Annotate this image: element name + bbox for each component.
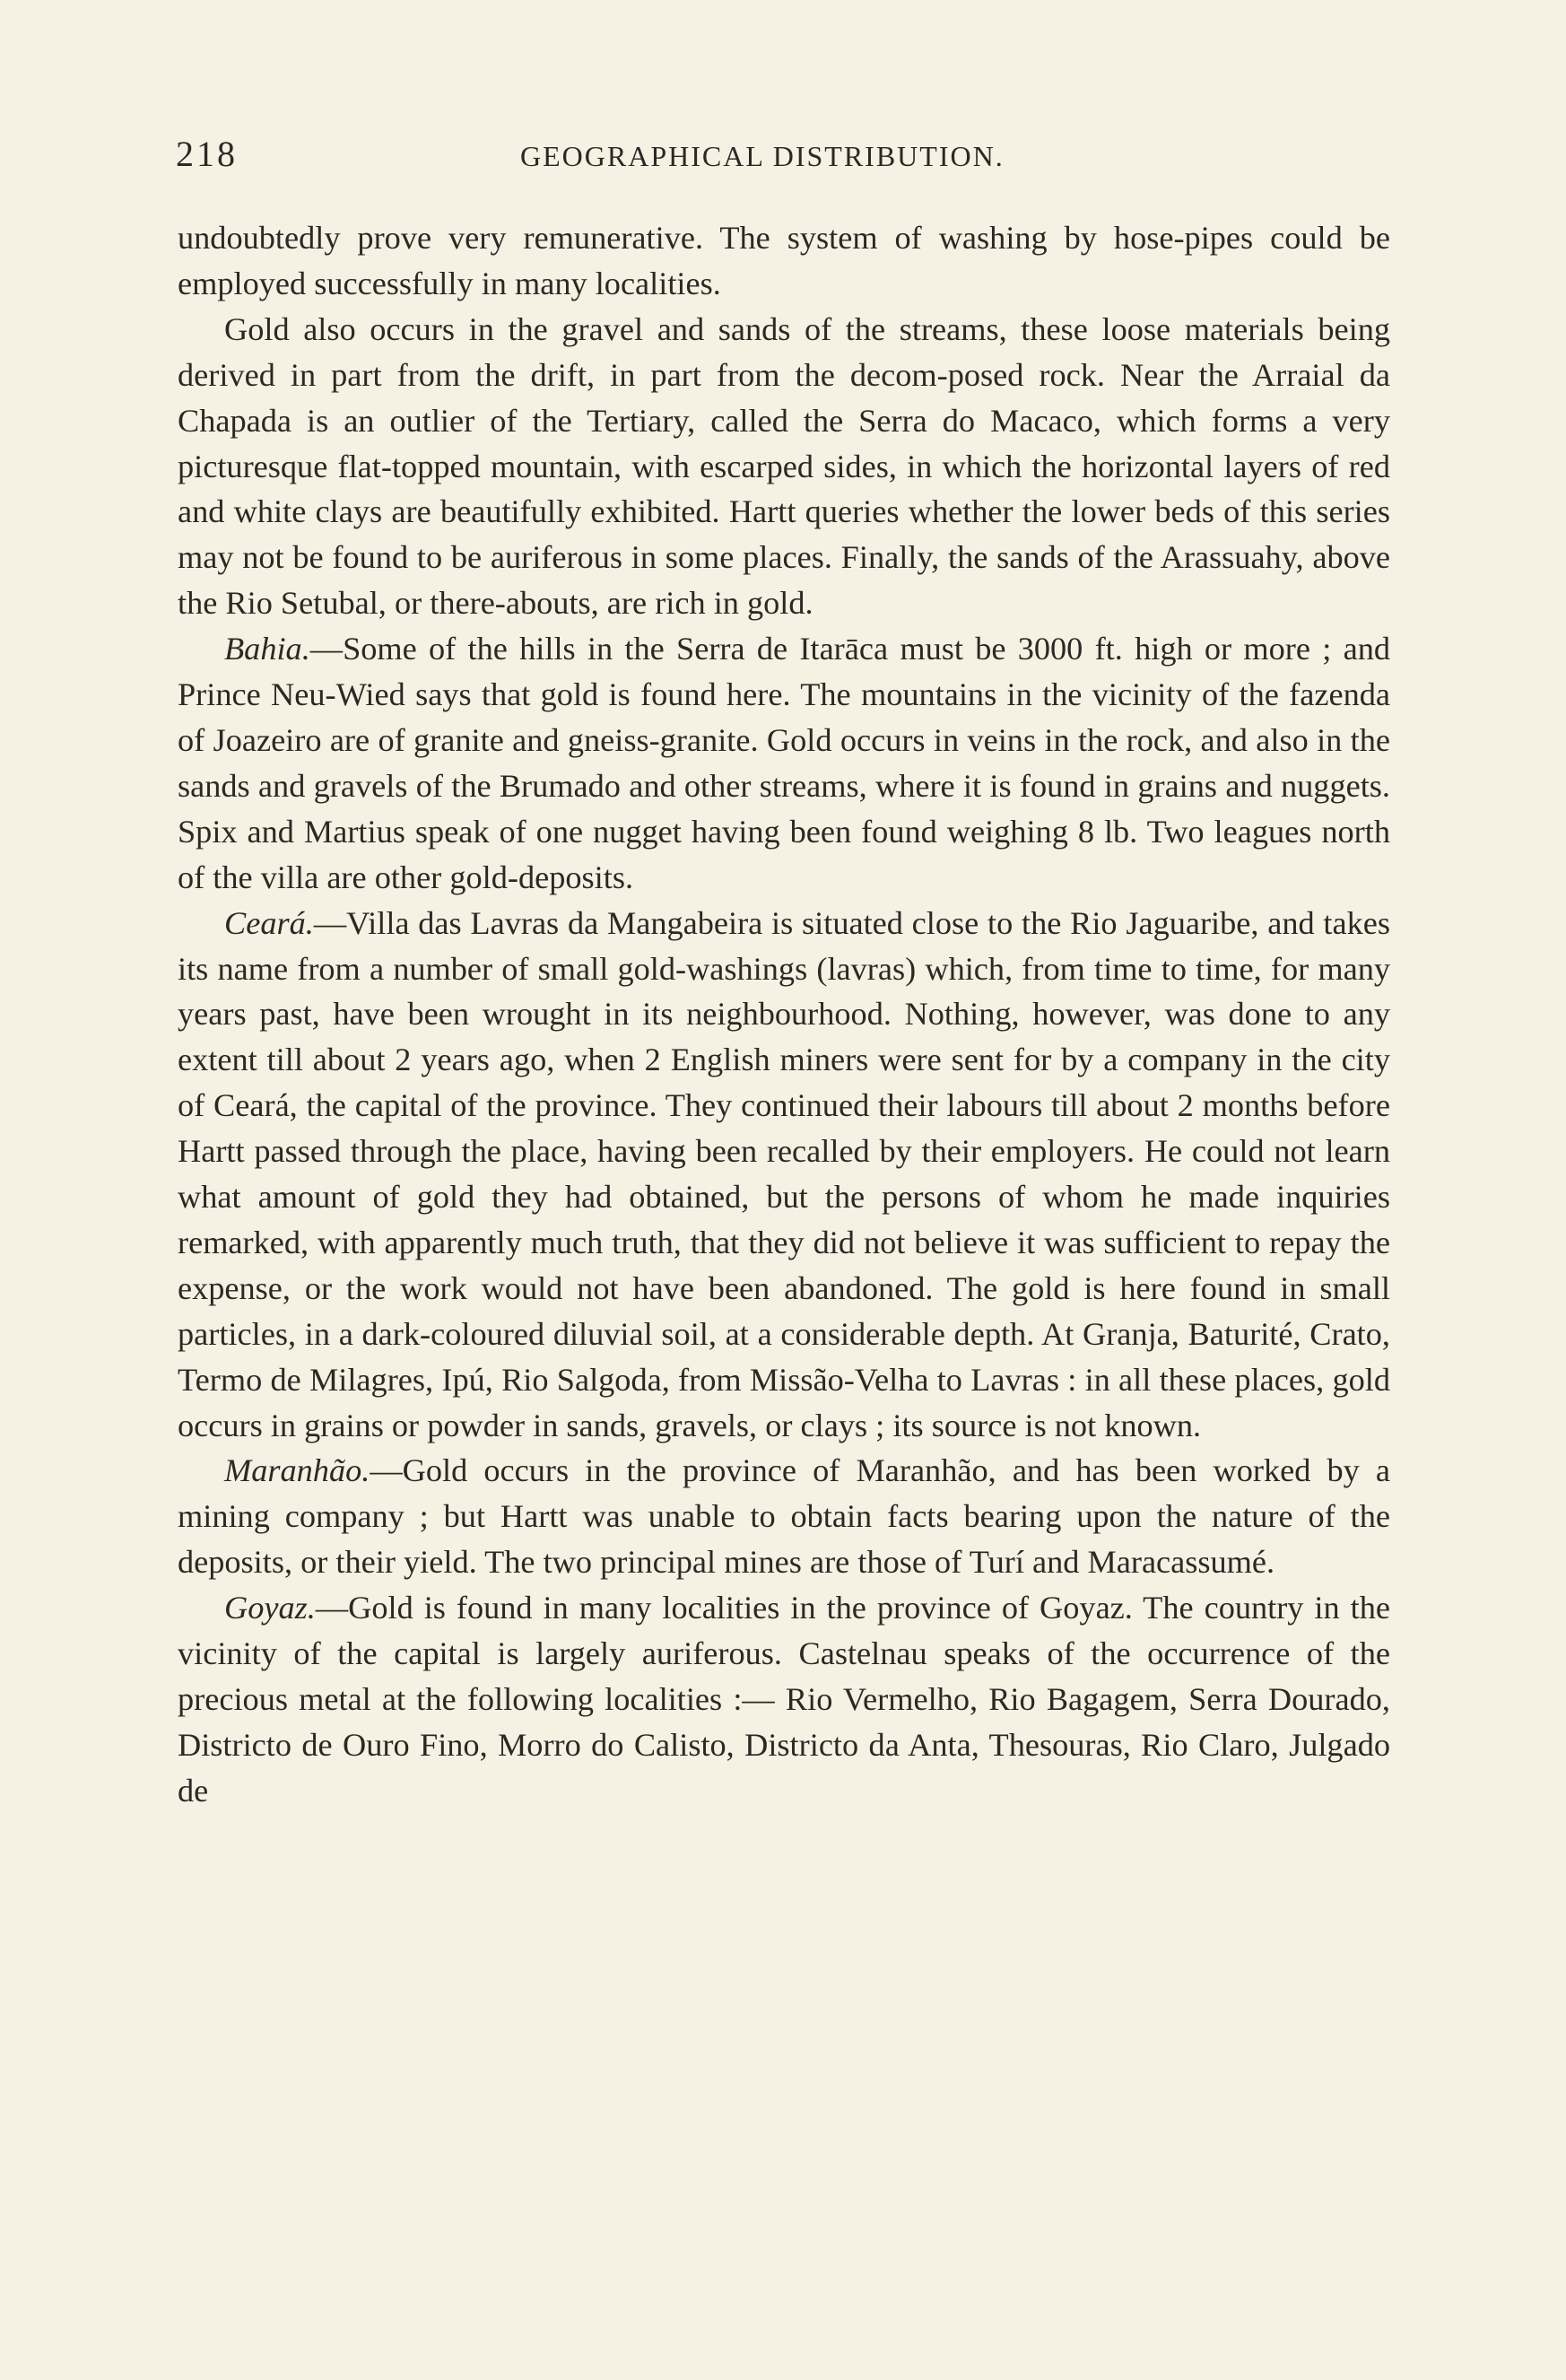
page-header xyxy=(176,135,1388,174)
paragraph-text: Gold also occurs in the gravel and sands of the streams, these loose materials being derived in part from the drift, in part from the decom-posed rock. Near the Arraial da Chapada is an outlier of the Tertiary, called the Serra do Macaco, which forms a very picturesque flat-topped mountain, with escarped sides, in which the horizontal layers of red and white clays are beautifully exhibited. Hartt queries whether the lower beds of this series may not be found to be auriferous in some places. Finally, the sands of the Arassuahy, above the Rio Setubal, or there-abouts, are rich in gold. xyxy=(178,310,1390,622)
paragraph-maranhao xyxy=(178,1448,1390,1585)
paragraph-text: —Villa das Lavras da Mangabeira is situated close to the Rio Jaguaribe, and takes its name from a number of small gold-washings (lavras) which, from time to time, for many years past, have been wrought in its neighbourhood. Nothing, however, was done to any extent till about 2 years ago, when 2 English miners were sent for by a company in the city of Ceará, the capital of the province. They continued their labours till about 2 months before Hartt passed through the place, having been recalled by their employers. He could not learn what amount of gold they had obtained, but the persons of whom he made inquiries remarked, with apparently much truth, that they did not believe it was sufficient to repay the expense, or the work would not have been abandoned. The gold is here found in small particles, in a dark-coloured diluvial soil, at a considerable depth. At Granja, Baturité, Crato, Termo de Milagres, Ipú, Rio Salgoda, from Missão-Velha to Lavras : in all these places, gold occurs in grains or powder in sands, gravels, or clays ; its source is not known. xyxy=(178,904,1390,1443)
paragraph-lead: Ceará. xyxy=(224,904,314,941)
page-number: 218 xyxy=(176,134,238,174)
paragraph-continuation xyxy=(178,215,1390,307)
paragraph-ceara xyxy=(178,901,1390,1449)
paragraph-goyaz xyxy=(178,1585,1390,1814)
paragraph-gravel xyxy=(178,307,1390,626)
paragraph-text: undoubtedly prove very remunerative. The system of washing by hose-pipes could be employed successfully in many localities. xyxy=(178,220,1390,301)
paragraph-lead: Maranhão. xyxy=(224,1452,370,1489)
paragraph-bahia xyxy=(178,626,1390,900)
paragraph-text: —Gold is found in many localities in the province of Goyaz. The country in the vicinity of the capital is largely auriferous. Castelnau speaks of the occurrence of the precious metal at the following localities :— Rio Vermelho, Rio Bagagem, Serra Dourado, Districto de Ouro Fino, Morro do Calisto, Districto da Anta, Thesouras, Rio Claro, Julgado de xyxy=(178,1590,1390,1809)
paragraph-lead: Goyaz. xyxy=(224,1590,316,1626)
paragraph-text: —Some of the hills in the Serra de Itarāca must be 3000 ft. high or more ; and Prince Neu-Wied says that gold is found here. The mountains in the vicinity of the fazenda of Joazeiro are of granite and gneiss-granite. Gold occurs in veins in the rock, and also in the sands and gravels of the Brumado and other streams, where it is found in grains and nuggets. Spix and Martius speak of one nugget having been found weighing 8 lb. Two leagues north of the villa are other gold-deposits. xyxy=(178,631,1390,895)
paragraph-text: —Gold occurs in the province of Maranhão, and has been worked by a mining company ; but Hartt was unable to obtain facts bearing upon the nature of the deposits, or their yield. The two principal mines are those of Turí and Maracassumé. xyxy=(178,1452,1390,1581)
paragraph-lead: Bahia. xyxy=(224,631,310,667)
running-head: GEOGRAPHICAL DISTRIBUTION. xyxy=(520,140,1005,172)
body-text xyxy=(178,215,1390,1814)
